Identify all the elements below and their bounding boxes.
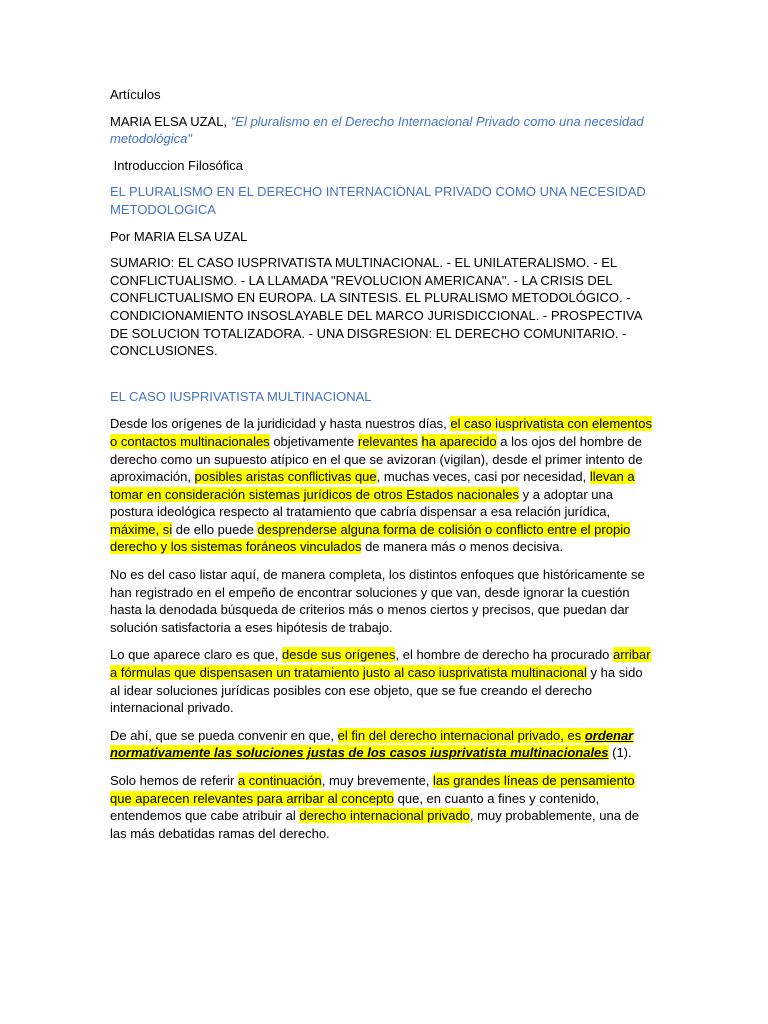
byline: Por MARIA ELSA UZAL <box>110 228 248 244</box>
body-text-run: de manera más o menos decisiva. <box>361 539 564 555</box>
body-text-run: Solo hemos de referir <box>110 773 238 788</box>
highlighted-text: relevantes <box>357 433 418 449</box>
body-text-run: , el hombre de derecho ha procurado <box>395 647 614 663</box>
highlighted-text: máxime, si <box>110 521 173 537</box>
body-text-run: Lo que aparece claro es que, <box>110 647 283 663</box>
highlighted-text: las grandes líneas de pensamiento que aparecen relevantes para arribar al concepto <box>110 773 635 806</box>
highlighted-text: llevan a tomar en consideración sistemas jurídicos de otros Estados nacionales <box>110 469 635 502</box>
highlighted-text: a continuación <box>237 773 322 788</box>
author-name: MARIA ELSA UZAL, <box>110 113 231 129</box>
highlighted-text: arribar a fórmulas que dispensasen un tratamiento justo al caso iusprivatista multinacional <box>110 647 651 681</box>
body-paragraph <box>110 566 655 636</box>
body-text-run: De ahí, que se pueda convenir en que, <box>110 727 338 743</box>
body-paragraph <box>110 727 655 762</box>
highlighted-text: el fin del derecho internacional privado, es <box>337 727 585 743</box>
body-text-run: No es del caso listar aquí, de manera completa, los distintos enfoques que históricamente se han registrado en el empeño de encontrar soluciones y que van, desde ignorar la cuestión hasta la denodada búsqueda de criterios más o menos ciertos y precisos, que puedan dar solución satisfactoria a eses hipótesis de trabajo. <box>110 567 645 635</box>
body-text-run: Desde los orígenes de la juridicidad y hasta nuestros días, <box>110 416 451 432</box>
body-paragraph <box>110 415 655 556</box>
body-text-run: , muchas veces, casi por necesidad, <box>376 469 590 485</box>
section-heading: EL CASO IUSPRIVATISTA MULTINACIONAL <box>110 388 372 404</box>
body-paragraph <box>110 772 655 842</box>
body-text-run: de ello puede <box>172 521 258 537</box>
body-text-run: (1). <box>608 745 632 761</box>
highlighted-text: ha aparecido <box>421 433 497 449</box>
body-text-run: y a adoptar una postura ideológica respecto al tratamiento que cabría dispensar a esa relación jurídica, <box>110 486 613 520</box>
highlighted-text: posibles aristas conflictivas que <box>194 469 377 485</box>
emphasized-highlighted-text: ordenar normativamente las soluciones justas de los casos iusprivatista multinacionales <box>110 727 634 761</box>
intro-label: Introduccion Filosófica <box>110 157 243 173</box>
body-text-run: , muy probablemente, una de las más debatidas ramas del derecho. <box>110 808 640 841</box>
highlighted-text: derecho internacional privado <box>299 808 470 824</box>
article-heading: EL PLURALISMO EN EL DERECHO INTERNACIONAL PRIVADO COMO UNA NECESIDAD METODOLOGICA <box>110 184 646 217</box>
body-text <box>110 415 655 842</box>
body-text-run: a los ojos del hombre de derecho como un supuesto atípico en el que se avizoran (vigilan), desde el primer intento de aproximación, <box>110 433 643 485</box>
body-text-run: , muy brevemente, <box>321 773 434 788</box>
author-citation <box>110 113 655 148</box>
document-page <box>110 86 655 842</box>
sumario: SUMARIO: EL CASO IUSPRIVATISTA MULTINACIONAL. - EL UNILATERALISMO. - EL CONFLICTUALISMO. - LA LLAMADA "REVOLUCION AMERICANA". - LA CRISIS DEL CONFLICTUALISMO EN EUROPA. LA SINTESIS. EL PLURALISMO METODOLÓGICO. - CONDICIONAMIENTO INSOSLAYABLE DEL MARCO JURISDICCIONAL. - PROSPECTIVA DE SOLUCION TOTALIZADORA. - UNA DISGRESION: EL DERECHO COMUNITARIO. - CONCLUSIONES. <box>110 255 642 359</box>
highlighted-text: el caso iusprivatista con elementos o contactos multinacionales <box>110 416 652 449</box>
highlighted-text: desde sus orígenes <box>282 647 396 663</box>
highlighted-text: desprenderse alguna forma de colisión o conflicto entre el propio derecho y los sistemas foráneos vinculados <box>110 521 631 555</box>
article-title: "El pluralismo en el Derecho Internacional Privado como una necesidad metodológica" <box>110 113 644 147</box>
body-text-run: que, en cuanto a fines y contenido, entendemos que cabe atribuir al <box>110 790 600 824</box>
section-label: Artículos <box>110 87 161 102</box>
body-paragraph <box>110 646 655 716</box>
body-text-run: objetivamente <box>269 433 358 449</box>
body-text-run: y ha sido al idear soluciones jurídicas posibles con ese objeto, que se fue creando el derecho internacional privado. <box>110 665 643 716</box>
